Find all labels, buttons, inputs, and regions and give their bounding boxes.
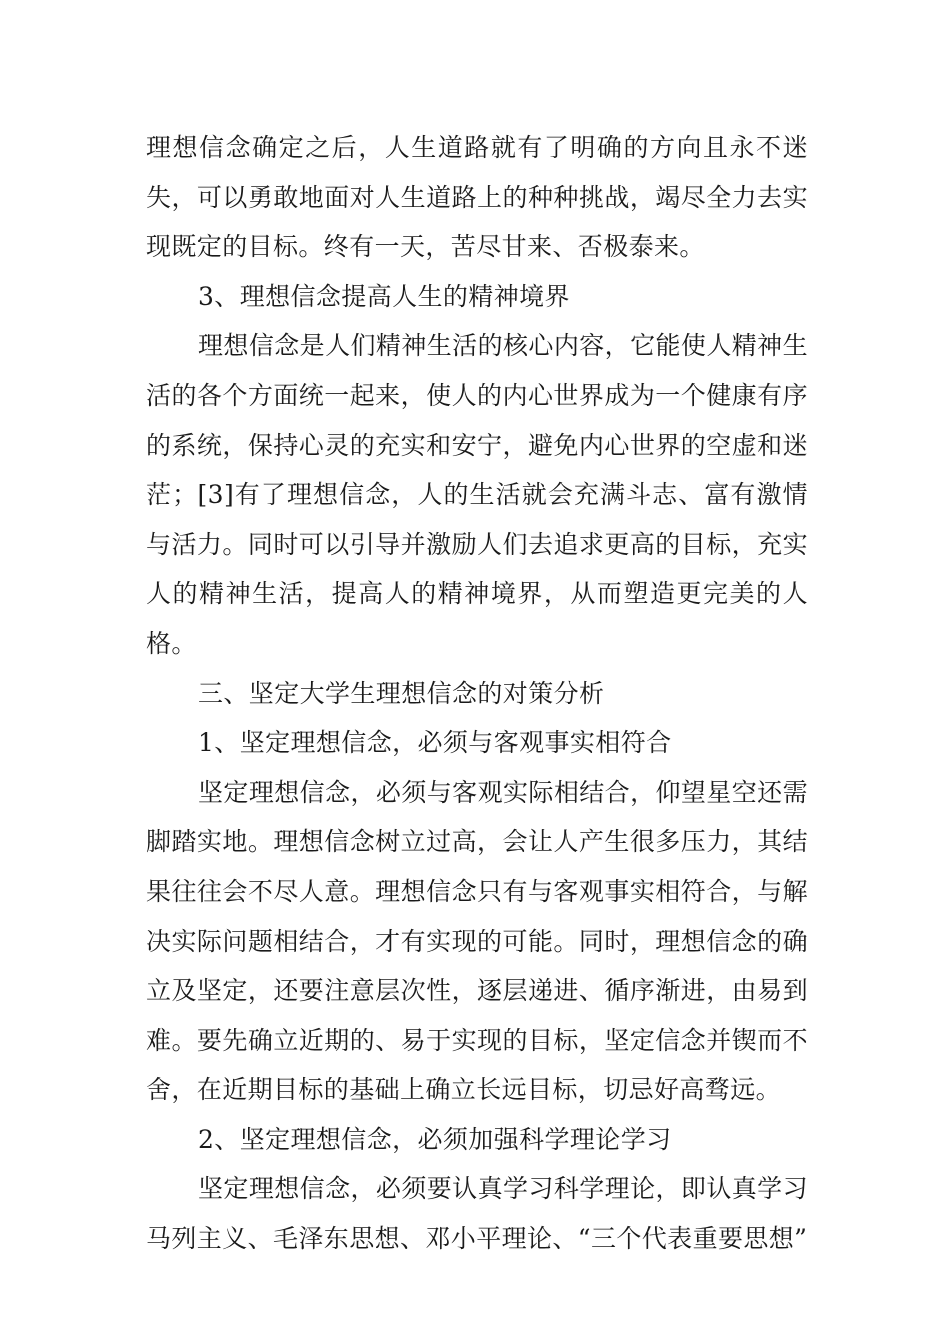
paragraph-spiritual-realm: 理想信念是人们精神生活的核心内容，它能使人精神生活的各个方面统一起来，使人的内心世界成为一个健康有序的系统，保持心灵的充实和安宁，避免内心世界的空虚和迷茫；[3]有了理想信念，人的生活就会充满斗志、富有激情与活力。同时可以引导并激励人们去追求更高的目标，充实人的精神生活，提高人的精神境界，从而塑造更完美的人格。 xyxy=(146,331,808,658)
section-heading-3: 3、理想信念提高人生的精神境界 xyxy=(198,281,570,311)
paragraph-scientific-theory: 坚定理想信念，必须要认真学习科学理论，即认真学习马列主义、毛泽东思想、邓小平理论、“三个代表重要思想” xyxy=(146,1174,808,1254)
document-body xyxy=(146,123,808,1264)
paragraph-continued: 理想信念确定之后，人生道路就有了明确的方向且永不迷失，可以勇敢地面对人生道路上的种种挑战，竭尽全力去实现既定的目标。终有一天，苦尽甘来、否极泰来。 xyxy=(146,133,808,262)
section-heading-2: 2、坚定理想信念，必须加强科学理论学习 xyxy=(198,1124,672,1154)
section-heading-1: 1、坚定理想信念，必须与客观事实相符合 xyxy=(198,728,672,758)
chapter-heading-strategies: 三、坚定大学生理想信念的对策分析 xyxy=(198,678,605,708)
paragraph-objective-facts: 坚定理想信念，必须与客观实际相结合，仰望星空还需脚踏实地。理想信念树立过高，会让人产生很多压力，其结果往往会不尽人意。理想信念只有与客观事实相符合，与解决实际问题相结合，才有实现的可能。同时，理想信念的确立及坚定，还要注意层次性，逐层递进、循序渐进，由易到难。要先确立近期的、易于实现的目标，坚定信念并锲而不舍，在近期目标的基础上确立长远目标，切忌好高骛远。 xyxy=(146,777,808,1105)
